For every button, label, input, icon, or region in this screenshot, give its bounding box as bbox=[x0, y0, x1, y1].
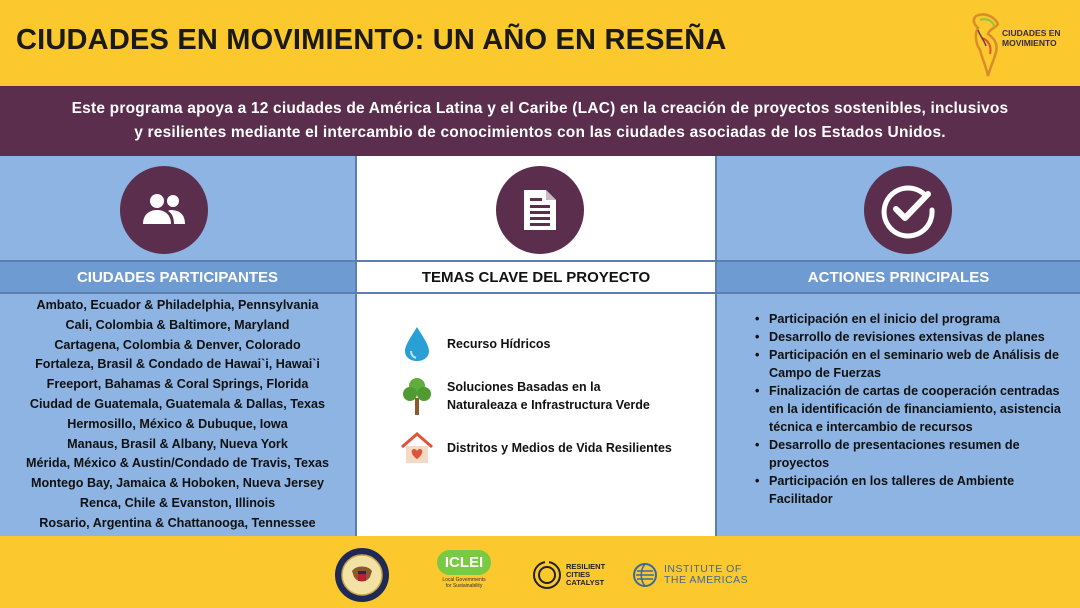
rings-icon bbox=[532, 560, 562, 590]
list-item: Ciudad de Guatemala, Guatemala & Dallas, Texas bbox=[29, 396, 326, 411]
banner-line2: y resilientes mediante el intercambio de conocimientos con las ciudades asociadas de los Estados Unidos. bbox=[134, 124, 946, 141]
list-item: Freeport, Bahamas & Coral Springs, Florida bbox=[46, 377, 309, 392]
institute-of-the-americas-logo bbox=[632, 550, 762, 600]
theme-label: Naturaleaza e Infrastructura Verde bbox=[447, 398, 650, 412]
logo-text-line2: MOVIMIENTO bbox=[1002, 38, 1057, 48]
document-icon bbox=[522, 188, 558, 232]
ciudades-en-movimiento-logo bbox=[968, 10, 1072, 80]
list-item: Fortaleza, Brasil & Condado de Hawai`i, Hawai`i bbox=[35, 357, 320, 372]
themes-list bbox=[397, 324, 705, 480]
ioa-line1: INSTITUTE OF bbox=[664, 563, 742, 575]
theme-label: Recurso Hídricos bbox=[447, 337, 551, 351]
list-item: Montego Bay, Jamaica & Hoboken, Nueva Jersey bbox=[30, 476, 325, 491]
ioa-line2: THE AMERICAS bbox=[664, 574, 749, 586]
actions-list bbox=[753, 310, 1066, 508]
key-themes-column bbox=[355, 156, 717, 536]
theme-label: Soluciones Basadas en la bbox=[447, 380, 601, 394]
logo-text-line1: CIUDADES EN bbox=[1002, 28, 1061, 38]
list-item: • Participación en los talleres de Ambiente Facilitador bbox=[753, 472, 1066, 508]
key-themes-heading: TEMAS CLAVE DEL PROYECTO bbox=[357, 260, 715, 294]
page-title: CIUDADES EN MOVIMIENTO: UN AÑO EN RESEÑA bbox=[16, 24, 727, 56]
list-item: • Participación en el inicio del programa bbox=[753, 310, 1066, 328]
check-circle-icon bbox=[878, 180, 938, 240]
people-icon bbox=[140, 192, 188, 228]
list-item: • Finalización de cartas de cooperación centradas en la identificación de financiamiento, asistencia técnica e intercambio de recursos bbox=[753, 382, 1066, 436]
resilient-cities-catalyst-logo bbox=[532, 550, 612, 600]
rcc-line1: RESILIENT bbox=[566, 562, 606, 571]
theme-label: Distritos y Medios de Vida Resilientes bbox=[447, 441, 672, 455]
participating-cities-heading: CIUDADES PARTICIPANTES bbox=[0, 260, 355, 294]
banner-line1: Este programa apoya a 12 ciudades de América Latina y el Caribe (LAC) en la creación de proyectos sostenibles, inclusivos bbox=[71, 100, 1009, 117]
people-icon-circle bbox=[120, 166, 208, 254]
rcc-line3: CATALYST bbox=[566, 578, 605, 587]
iclei-logo bbox=[432, 550, 496, 600]
water-drop-icon bbox=[403, 325, 431, 363]
rcc-line2: CITIES bbox=[566, 570, 591, 579]
seal-icon bbox=[334, 547, 390, 603]
list-item: Hermosillo, México & Dubuque, Iowa bbox=[67, 416, 288, 431]
theme-water bbox=[397, 324, 705, 364]
list-item: Ambato, Ecuador & Philadelphia, Pennsylvania bbox=[36, 298, 319, 312]
main-actions-column bbox=[717, 156, 1080, 536]
list-item: • Desarrollo de presentaciones resumen de proyectos bbox=[753, 436, 1066, 472]
list-item: Renca, Chile & Evanston, Illinois bbox=[79, 495, 276, 510]
iclei-sub-line2: for Sustainability bbox=[445, 583, 483, 589]
iclei-sub-line1: Local Governments bbox=[442, 577, 486, 583]
list-item: • Participación en el seminario web de Análisis de Campo de Fuerzas bbox=[753, 346, 1066, 382]
list-item: Cali, Colombia & Baltimore, Maryland bbox=[65, 317, 290, 332]
house-heart-icon bbox=[400, 431, 434, 465]
partner-logos-footer bbox=[0, 536, 1080, 608]
iclei-badge: ICLEI bbox=[437, 550, 491, 575]
main-actions-heading: ACTIONES PRINCIPALES bbox=[717, 260, 1080, 294]
globe-icon bbox=[632, 562, 658, 588]
list-item: • Desarrollo de revisiones extensivas de planes bbox=[753, 328, 1066, 346]
check-circle-icon-circle bbox=[864, 166, 952, 254]
list-item: Mérida, México & Austin/Condado de Travis, Texas bbox=[25, 456, 330, 471]
participating-cities-column bbox=[0, 156, 355, 536]
list-item: Cartagena, Colombia & Denver, Colorado bbox=[54, 337, 301, 352]
list-item: Manaus, Brasil & Albany, Nueva York bbox=[67, 436, 288, 451]
intro-banner bbox=[0, 86, 1080, 156]
document-icon-circle bbox=[496, 166, 584, 254]
header bbox=[0, 0, 1080, 84]
cities-list bbox=[0, 296, 355, 534]
tree-icon bbox=[402, 376, 432, 416]
list-item: Rosario, Argentina & Chattanooga, Tennessee bbox=[39, 515, 316, 530]
theme-nature bbox=[397, 376, 705, 416]
theme-districts bbox=[397, 428, 705, 468]
state-department-seal-logo bbox=[334, 550, 392, 600]
